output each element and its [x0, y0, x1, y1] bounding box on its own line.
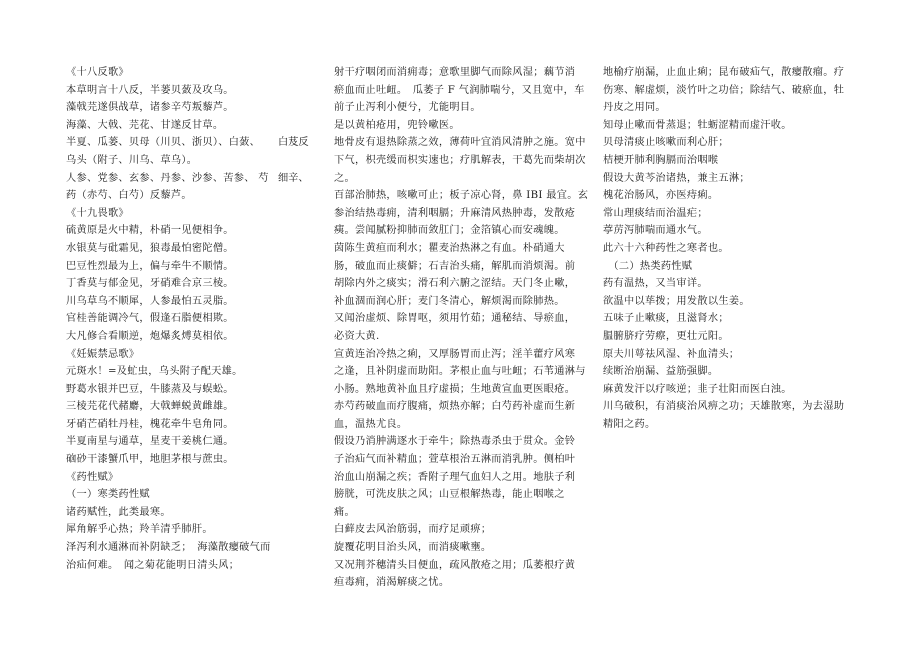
text-line: 假设大黄芩治诸热，兼主五淋；	[603, 172, 750, 184]
text-line: 诸药赋性，此类最寒。	[66, 506, 171, 518]
side-note-1: 白芨反	[278, 137, 309, 148]
text-line: 必资大黄.	[334, 330, 380, 342]
text-line: 药有温热，又当审详。	[603, 278, 708, 290]
text-line: 小肠。熟地黄补血且疗虚损；生地黄宣血更医眼疮。	[334, 383, 576, 395]
column-right	[603, 64, 855, 433]
text-line: 百部治肺热，咳嗽可止；板子凉心肾，鼻 IBI 最宜。玄	[334, 190, 589, 202]
text-line: 旋覆花明目治头风，而消痰嗽壅。	[334, 542, 492, 554]
text-line: 之。	[334, 172, 355, 184]
text-line: 半夏南星与通草，星麦干姜桃仁通。	[66, 436, 234, 448]
text-line: 犀角解乎心热；羚羊清乎肺肝。	[66, 524, 213, 536]
text-line: 地骨皮有退热除蒸之效，薄荷叶宜消风清肿之施。宽中	[334, 137, 586, 149]
text-line: 大凡修合看顺逆，炮爆炙煿莫相依。	[66, 330, 234, 342]
text-line: 前子止泻利小便兮，尤能明目。	[334, 102, 481, 114]
text-line: 原夫川萼祛风湿、补血清头；	[603, 348, 740, 360]
text-line: 血，温热尤良。	[334, 418, 408, 430]
text-line: 官桂善能调冷气，假逢石脂便相欺。	[66, 313, 234, 325]
text-line: 知母止嗽而骨蒸退；牡蛎涩精而虚汗收。	[603, 119, 792, 131]
text-line: 《药性赋》	[66, 471, 119, 483]
text-line: 治疝何难。 闻之菊花能明日清头风；	[66, 559, 240, 571]
text-line: 痍。尝闻腻粉抑肺而敛肛门；金箔镇心而安魂魄。	[334, 225, 565, 237]
column-middle	[334, 64, 589, 592]
side-note-2: 细辛、	[278, 173, 309, 184]
column-left	[66, 64, 274, 574]
text-line: 《妊娠禁忌歌》	[66, 348, 140, 360]
text-line: 瘀血而止吐衄。 瓜萎子 F 气润肺喘兮，又且宽中，车	[334, 84, 585, 96]
text-line: 宣黄连治冷热之痢，又厚肠胃而止泻；淫羊藿疗风寒	[334, 348, 576, 360]
text-line: 牙硝芒硝牡丹桂，槐花牵牛皂角同。	[66, 418, 234, 430]
text-line: 赤芍药破血而疗腹痛，烦热亦解；白芍药补虚而生新	[334, 401, 576, 413]
text-line: 巴豆性烈最为上，偏与牵牛不顺情。	[66, 260, 234, 272]
text-line: 射干疗咽闭而消痈毒；意歌里脚气而除风湿；藕节消	[334, 67, 576, 78]
text-line: 精阳之药。	[603, 418, 656, 430]
text-line: 欲温中以荜拨；用发散以生姜。	[603, 295, 750, 307]
text-line: 丹皮之用同。	[603, 102, 666, 114]
text-line: （一）寒类药性赋	[66, 489, 150, 501]
text-line: 《十九畏歌》	[66, 207, 129, 219]
text-line: 治血山崩漏之疾；香附子理气血妇人之用。地肤子利	[334, 471, 576, 483]
text-line: 半夏、瓜蒌、贝母（川贝、浙贝）、白蔹、	[66, 137, 261, 149]
text-line: 《十八反歌》	[66, 67, 129, 78]
text-line: 参治结热毒痈，清利咽膈；升麻清风热肿毒，发散疮	[334, 207, 576, 219]
text-line: 泽泻利水通淋而补阴缺乏； 海藻散瘿破气而	[66, 542, 271, 554]
text-line: 茵陈生黄疸而利水；瞿麦治热淋之有血。朴硝通大	[334, 242, 565, 254]
text-line: 水银莫与砒霜见，狼毒最怕密陀僧。	[66, 242, 234, 254]
text-line: 硇砂干漆蟹爪甲，地胆茅根与蔗虫。	[66, 454, 234, 466]
text-line: 葶苈泻肺喘而通水气。	[603, 225, 708, 237]
text-line: 痛。	[334, 506, 355, 518]
text-line: 伤寒、解虚烦，淡竹叶之功倍；除结气、破瘀血，牡	[603, 84, 845, 96]
text-line: 下气，枳壳缓而枳实速也；疗肌解表，干葛先而柴胡次	[334, 154, 586, 166]
text-line: 乌头（附子、川乌、草乌）。	[66, 154, 198, 166]
text-line: 川乌破积，有消痰治风痹之功；天雄散寒，为去湿助	[603, 401, 845, 413]
text-line: 桔梗开肺利胸膈而治咽喉	[603, 154, 719, 166]
text-line: 贝母清痰止咳嗽而利心肝；	[603, 137, 729, 149]
text-line: 丁香莫与郁金见，牙硝难合京三棱。	[66, 278, 234, 290]
text-line: 麻黄发汗以疗咳逆；韭子壮阳而医白浊。	[603, 383, 792, 395]
text-line: 续断治崩漏、益筋强脚。	[603, 366, 719, 378]
text-line: 又况荆芥穗清头目便血，疏风散疮之用；瓜萎根疗黄	[334, 559, 576, 571]
text-line: 川乌草乌不顺犀，人参最怕五灵脂。	[66, 295, 234, 307]
text-line: 本草明言十八反，半蒌贝蔹及攻乌。	[66, 84, 234, 96]
text-line: 常山理痰结而治温疟；	[603, 207, 708, 219]
text-line: 疸毒痈，消渴解痰之忧。	[334, 577, 450, 589]
text-line: 藻戟芫遂俱战草，诸参辛芍叛藜芦。	[66, 102, 234, 114]
text-line: 野葛水银并巴豆，牛膝蒸及与蜈蚣。	[66, 383, 234, 395]
text-line: 肠，破血而止痰僻；石吉治头痛，解肌而消烦渴。前	[334, 260, 576, 272]
text-line: （二）热类药性赋	[603, 260, 693, 272]
text-line: 三棱芫花代赭麝，大戟蝉蜕黄雌雄。	[66, 401, 234, 413]
text-line: 元斑水！=及虻虫，乌头附子配天雄。	[66, 366, 243, 378]
text-line: 是以黄柏疮用，兜铃嗽医。	[334, 119, 460, 131]
text-line: 硫黄原是火中精，朴硝一见便相争。	[66, 225, 234, 237]
text-line: 之逢，且补阴虚而助阳。茅根止血与吐衄；石苇通淋与	[334, 366, 586, 378]
text-line: 人参、党参、玄参、丹参、沙参、苦参、 芍	[66, 172, 269, 184]
text-line: 腽腑脐疗劳瘵，更壮元阳。	[603, 330, 729, 342]
text-line: 海藻、大戟、芫花、甘遂反甘草。	[66, 119, 224, 131]
text-line: 膀胱，可洗皮肤之风；山豆根解热毒，能止咽喉之	[334, 489, 565, 501]
text-line: 白藓皮去风治筋弱，而疗足顽痹；	[334, 524, 492, 536]
text-line: 此六十六种药性之寒者也。	[603, 242, 729, 254]
text-line: 子治疝气而补精血；萱草根治五淋而消乳肿。侧柏叶	[334, 454, 576, 466]
text-line: 胡除内外之痰实；滑石利六腑之涩结。天门冬止嗽，	[334, 278, 576, 290]
text-line: 地榆疗崩漏，止血止痢；昆布破疝气，散瘿散瘤。疗	[603, 67, 845, 78]
text-line: 又闻治虚烦、除胃呕，须用竹茹；通秘结、导瘀血，	[334, 313, 576, 325]
text-line: 五味子止嗽痰，且滋肾水；	[603, 313, 729, 325]
text-line: 槐花治肠风，亦医痔痢。	[603, 190, 719, 202]
text-line: 补血涸而润心肝；麦门冬清心，解烦渴而除肺热。	[334, 295, 565, 307]
text-line: 假设乃消肿满逐水于牵牛；除热毒杀虫于贯众。金铃	[334, 436, 576, 448]
text-line: 药（赤芍、白芍）反藜芦。	[66, 190, 192, 202]
